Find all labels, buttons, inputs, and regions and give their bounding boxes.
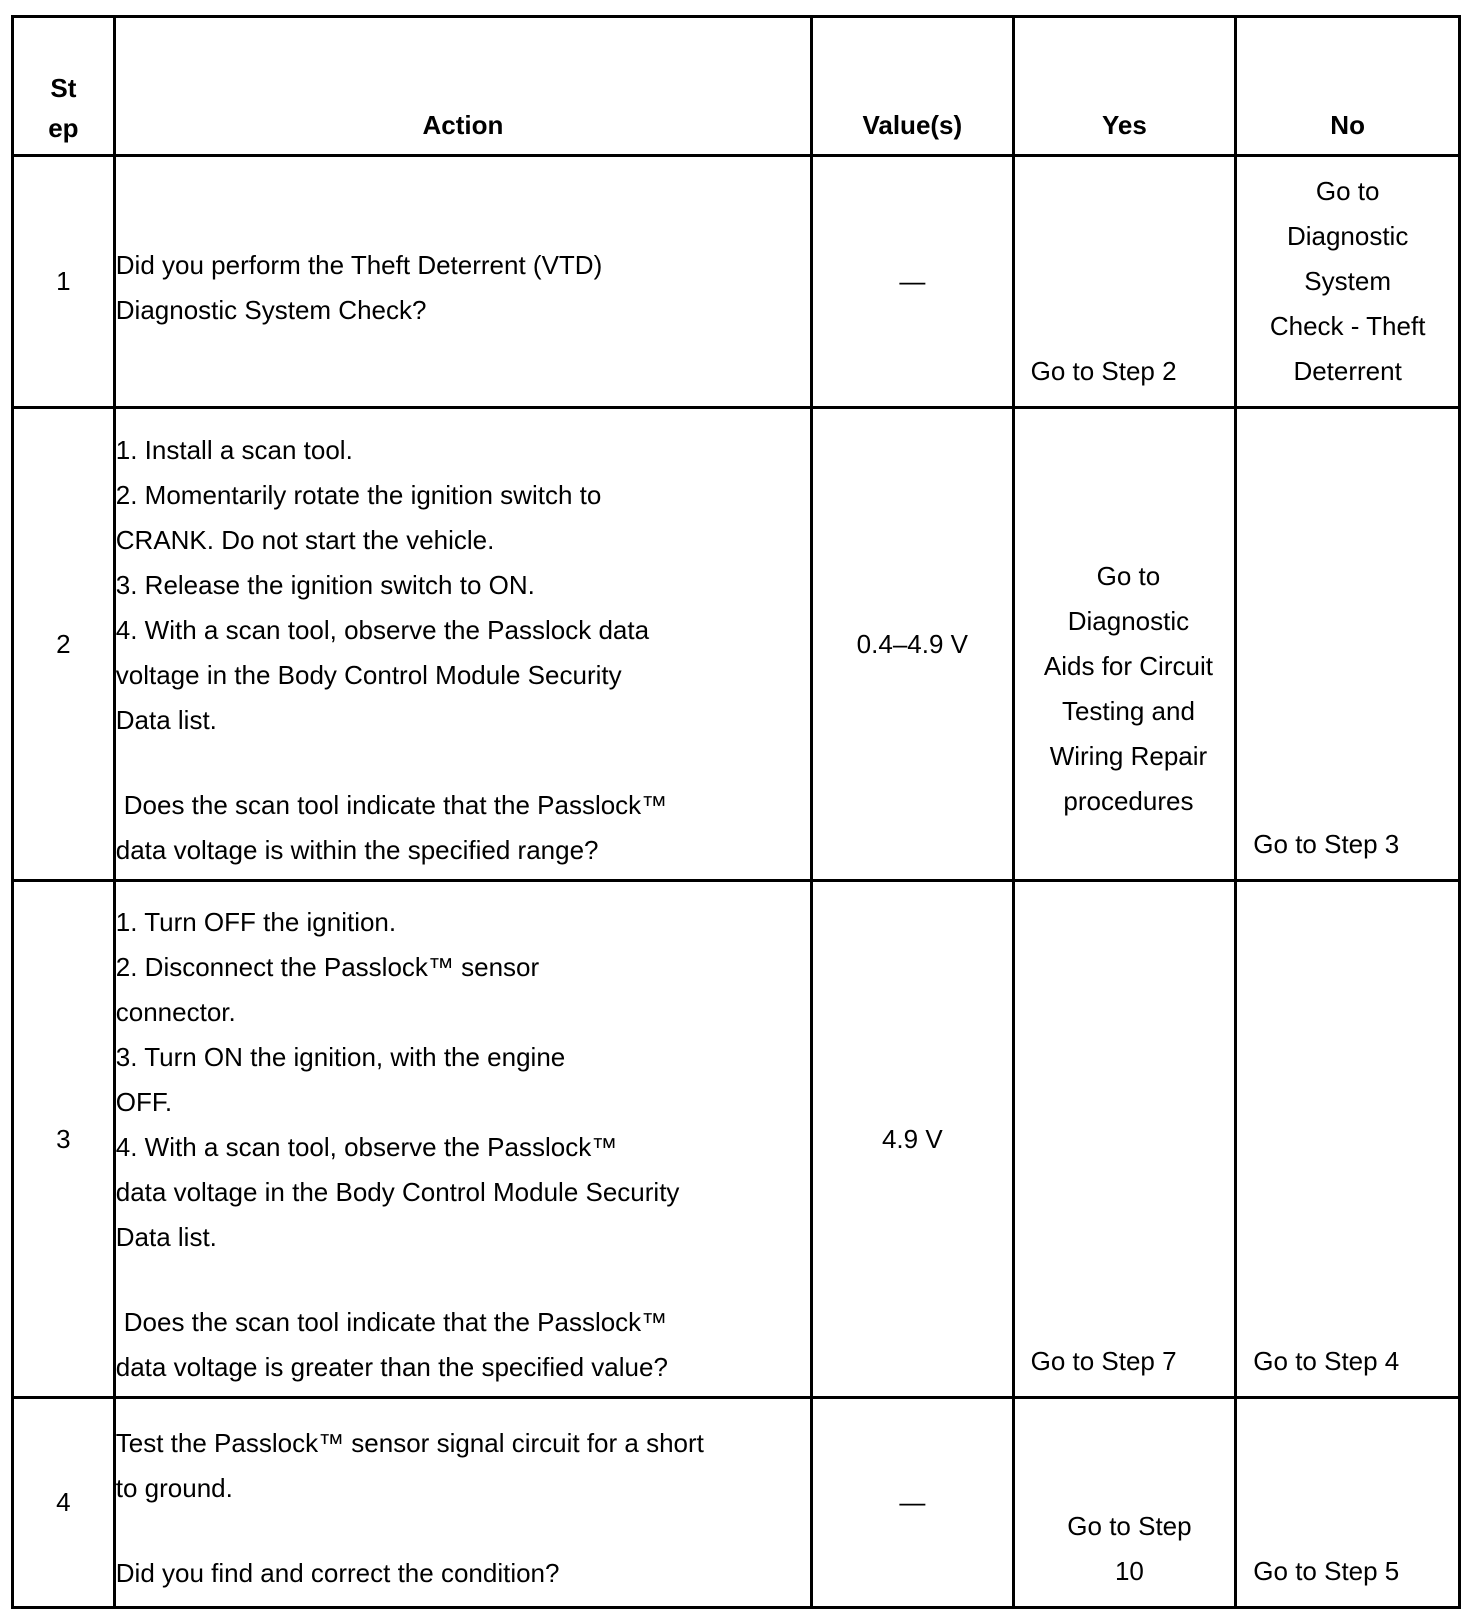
step-number: 2 [13,408,115,881]
no-cell [1236,408,1460,881]
yes-line: Wiring Repair [1049,741,1208,771]
no-line: Check - Theft [1269,311,1426,341]
action-line: 3. Release the ignition switch to ON. [115,569,535,600]
value-cell: — [812,1398,1014,1608]
value-cell: 0.4–4.9 V [812,408,1014,881]
yes-cell [1013,881,1236,1398]
question-line: Does the scan tool indicate that the Passlock™ [123,789,668,820]
yes-line: procedures [1063,786,1194,816]
action-line: 1. Install a scan tool. [115,434,353,465]
yes-line: Go to [1096,561,1161,591]
header-action: Action [114,17,811,156]
no-text: Go to Step 4 [1253,1346,1400,1376]
header-step-line2: ep [48,113,79,143]
yes-line: Go to Step [1067,1511,1192,1541]
action-cell [114,408,811,881]
yes-line: 10 [1114,1556,1144,1586]
header-values: Value(s) [812,17,1014,156]
question-line: data voltage is greater than the specified value? [115,1352,668,1382]
no-text: Go to Step 5 [1253,1556,1400,1586]
step-number: 3 [13,881,115,1398]
yes-text: Go to Step 2 [1030,356,1177,386]
action-line: data voltage in the Body Control Module Security [115,1177,680,1207]
action-line: connector. [115,997,236,1027]
action-line: Test the Passlock™ sensor signal circuit for a short [115,1428,704,1458]
table-row [13,156,1460,408]
no-line: Go to [1315,176,1380,206]
yes-cell [1013,408,1236,881]
yes-line: Testing and [1061,696,1195,726]
table-row [13,1398,1460,1608]
action-line: 1. Turn OFF the ignition. [115,907,397,937]
action-line: 2. Disconnect the Passlock™ sensor [115,952,540,982]
action-cell [114,1398,811,1608]
table-row [13,408,1460,881]
action-line: Did you perform the Theft Deterrent (VTD) [115,249,603,280]
yes-cell [1013,1398,1236,1608]
yes-cell [1013,156,1236,408]
header-no: No [1236,17,1460,156]
action-line: 4. With a scan tool, observe the Passlock data [115,614,650,645]
action-cell [114,156,811,408]
header-step [13,17,115,156]
question-line: Does the scan tool indicate that the Passlock™ [123,1307,668,1337]
no-cell [1236,1398,1460,1608]
yes-text: Go to Step 7 [1030,1346,1177,1376]
question-line: Did you find and correct the condition? [115,1558,560,1588]
action-line: CRANK. Do not start the vehicle. [115,524,495,555]
value-cell: — [812,156,1014,408]
no-line: System [1304,266,1391,296]
table-row [13,881,1460,1398]
action-line: 3. Turn ON the ignition, with the engine [115,1042,566,1072]
no-cell [1236,881,1460,1398]
header-yes: Yes [1013,17,1236,156]
no-line: Deterrent [1293,356,1402,386]
step-number: 1 [13,156,115,408]
question-line: data voltage is within the specified range? [115,834,599,865]
diagnostic-table [11,15,1461,1609]
action-line: 2. Momentarily rotate the ignition switch to [115,479,602,510]
step-number: 4 [13,1398,115,1608]
action-line: to ground. [115,1473,233,1503]
action-line: voltage in the Body Control Module Security [115,659,622,690]
no-line: Diagnostic [1286,221,1409,251]
no-cell [1236,156,1460,408]
action-line: 4. With a scan tool, observe the Passlock™ [115,1132,618,1162]
action-line: Diagnostic System Check? [115,294,427,325]
yes-line: Diagnostic [1067,606,1190,636]
no-text: Go to Step 3 [1253,829,1400,859]
action-line: OFF. [115,1087,173,1117]
header-row [13,17,1460,156]
yes-line: Aids for Circuit [1043,651,1213,681]
action-line: Data list. [115,704,217,735]
action-line: Data list. [115,1222,217,1252]
header-step-line1: St [50,73,77,103]
value-cell: 4.9 V [812,881,1014,1398]
action-cell [114,881,811,1398]
